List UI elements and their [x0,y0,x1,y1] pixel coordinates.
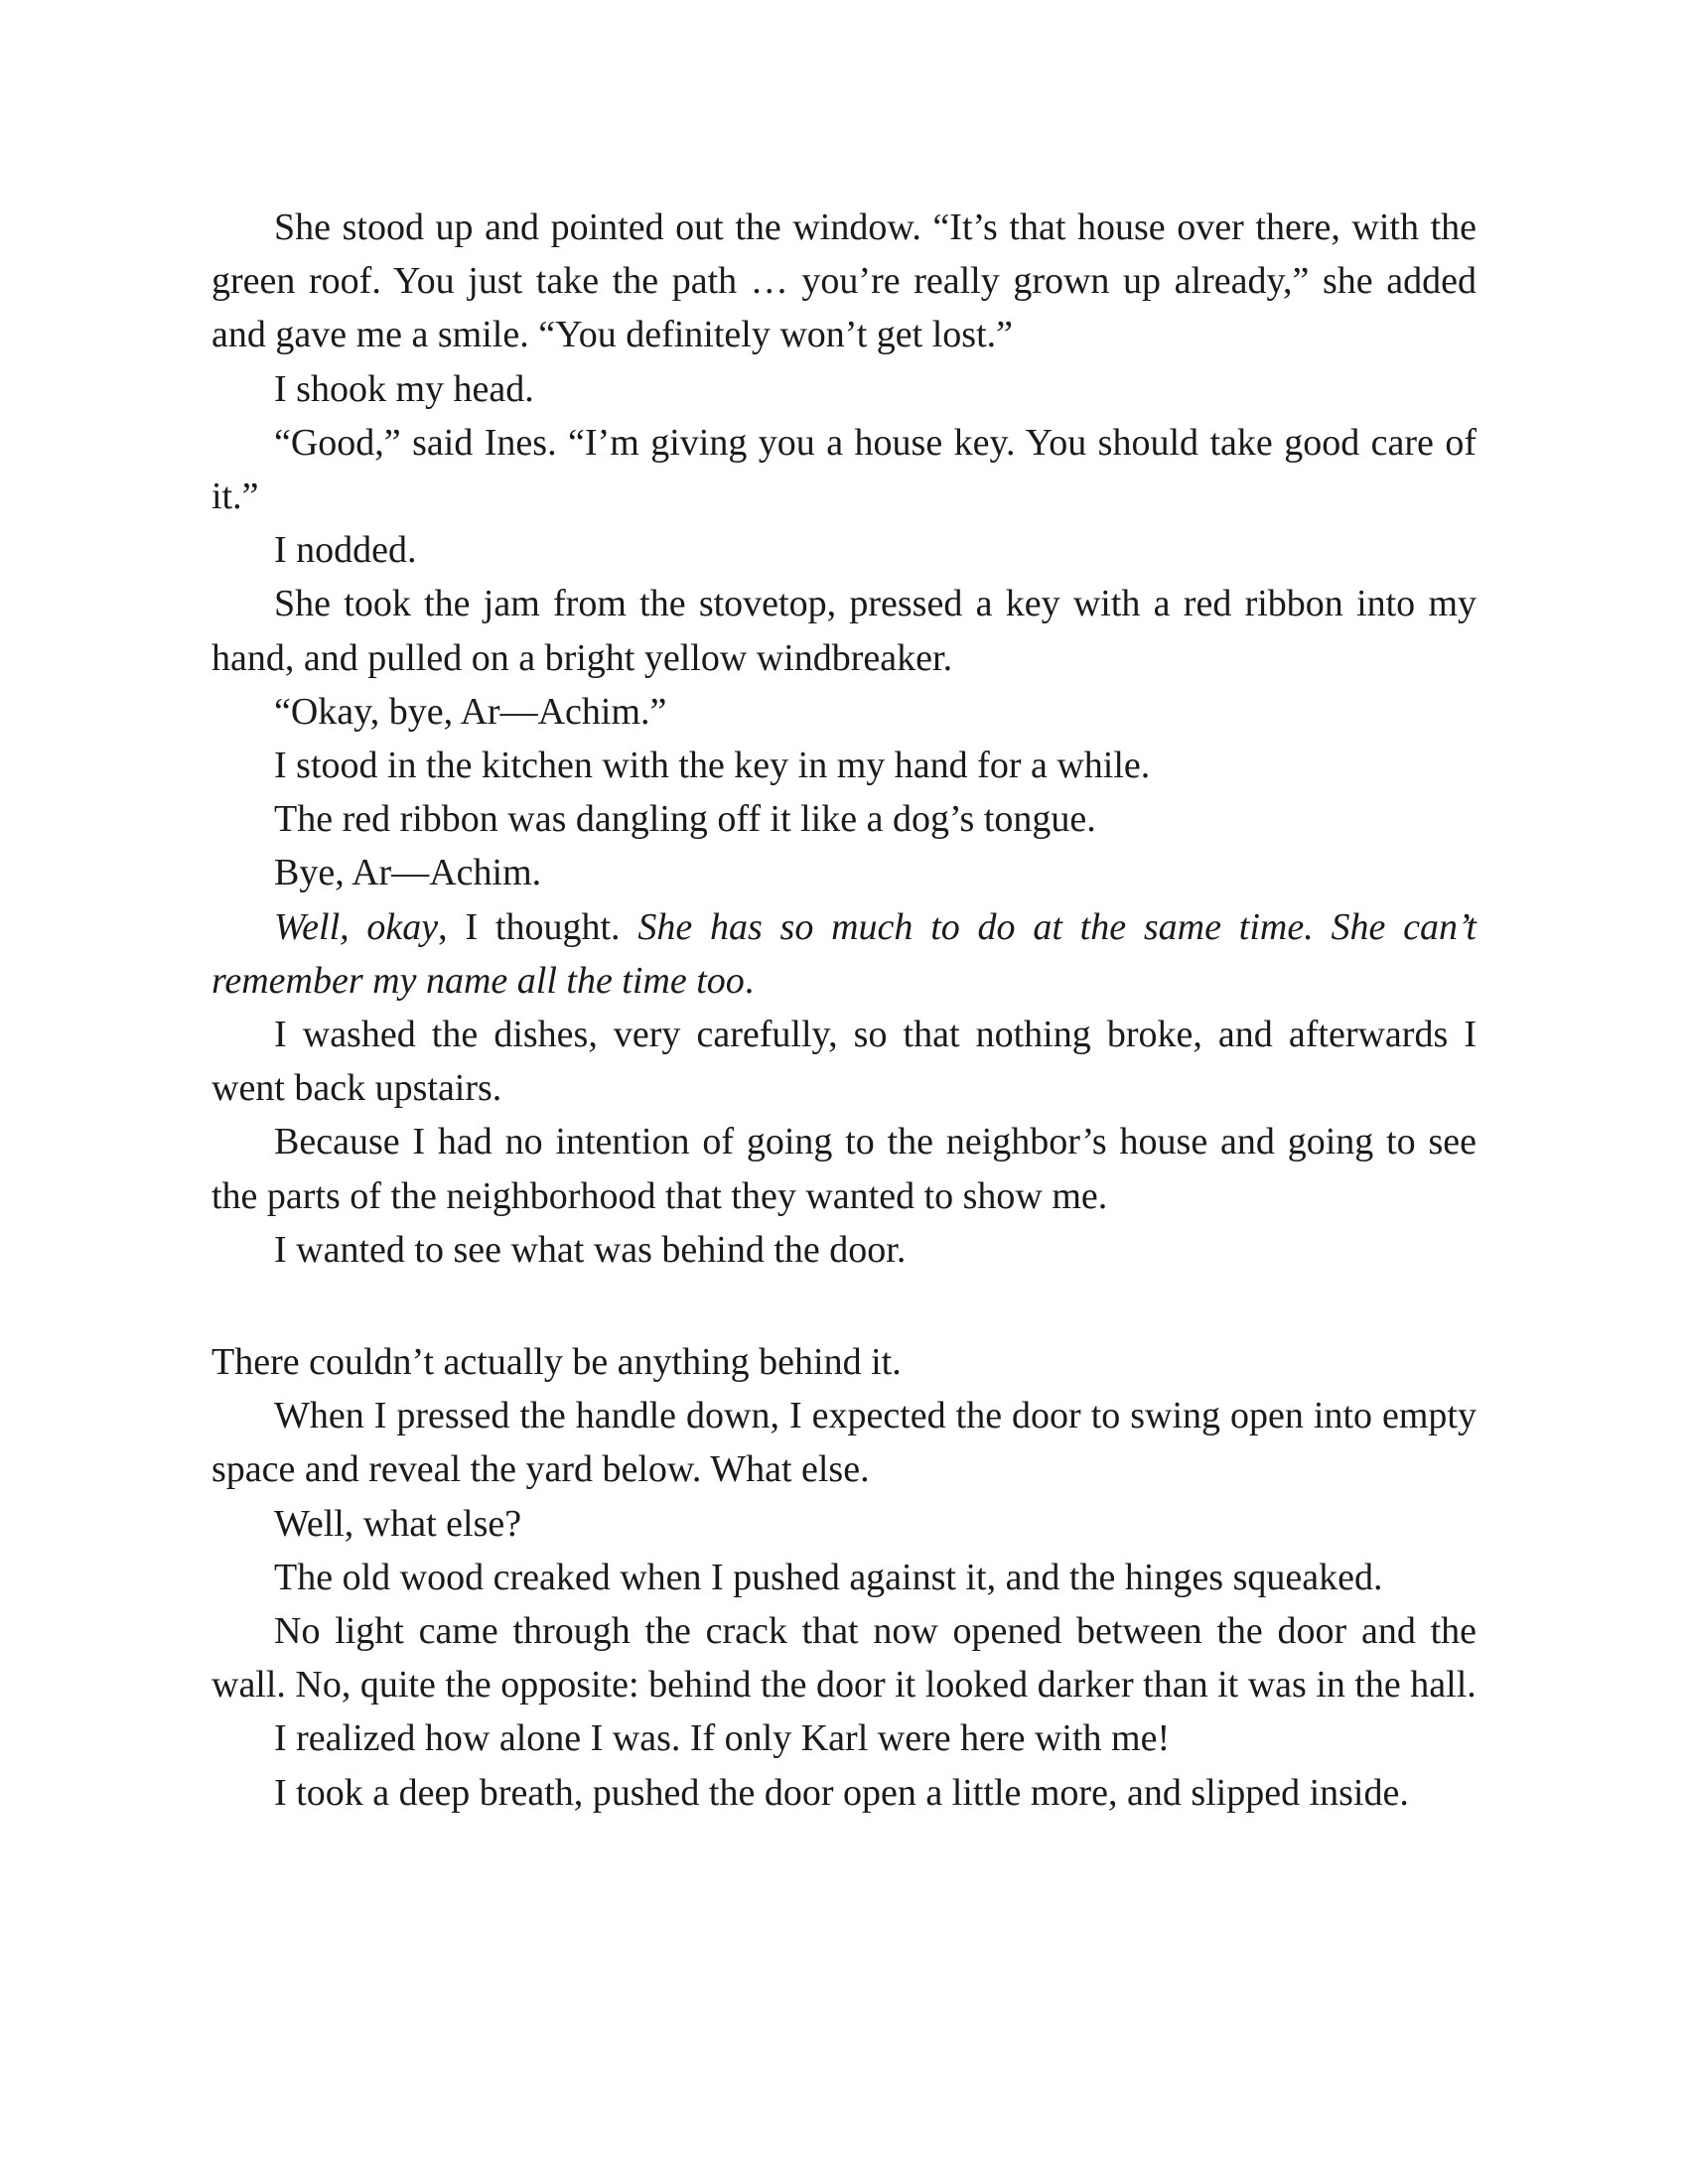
paragraph: “Good,” said Ines. “I’m giving you a house key. You should take good care of it.” [211,421,1477,518]
paragraph: The red ribbon was dangling off it like a dog’s tongue. [274,798,1096,841]
paragraph: I washed the dishes, very carefully, so that nothing broke, and afterwards I went back upstairs. [211,1014,1477,1110]
italic-text: Well, okay [274,905,439,948]
plain-text: , I thought. [438,905,638,948]
paragraph: When I pressed the handle down, I expected the door to swing open into empty space and reveal the yard below. What else. [211,1395,1477,1491]
text-section-2 [211,1335,1477,1820]
paragraph: I took a deep breath, pushed the door open a little more, and slipped inside. [274,1771,1409,1814]
paragraph: She took the jam from the stovetop, pressed a key with a red ribbon into my hand, and pulled on a bright yellow windbreaker. [211,583,1477,679]
paragraph: The old wood creaked when I pushed against it, and the hinges squeaked. [274,1556,1383,1598]
paragraph: I stood in the kitchen with the key in my hand for a while. [274,745,1151,787]
paragraph: I nodded. [274,529,417,572]
paragraph-mixed-italic [211,900,1477,1008]
plain-text: . [744,959,755,1002]
paragraph: I wanted to see what was behind the door. [274,1228,907,1271]
paragraph: Bye, Ar—Achim. [274,852,542,894]
italic-text: She has so much to do at the same time. She can’t remember my name all the time too [211,905,1477,1002]
section-opening-paragraph: There couldn’t actually be anything behind it. [211,1341,902,1383]
paragraph: She stood up and pointed out the window. “It’s that house over there, with the green roof. You just take the path … you’re really grown up already,” she added and gave me a smile. “You definitely won’t get lost.” [211,206,1477,356]
paragraph: “Okay, bye, Ar—Achim.” [274,690,667,733]
paragraph: No light came through the crack that now opened between the door and the wall. No, quite the opposite: behind the door it looked darker than it was in the hall. [211,1610,1477,1706]
paragraph: Because I had no intention of going to the neighbor’s house and going to see the parts of the neighborhood that they wanted to show me. [211,1121,1477,1217]
paragraph: I realized how alone I was. If only Karl were here with me! [274,1717,1171,1760]
text-section-1 [211,201,1477,1277]
paragraph: I shook my head. [274,367,534,410]
paragraph: Well, what else? [274,1502,522,1545]
